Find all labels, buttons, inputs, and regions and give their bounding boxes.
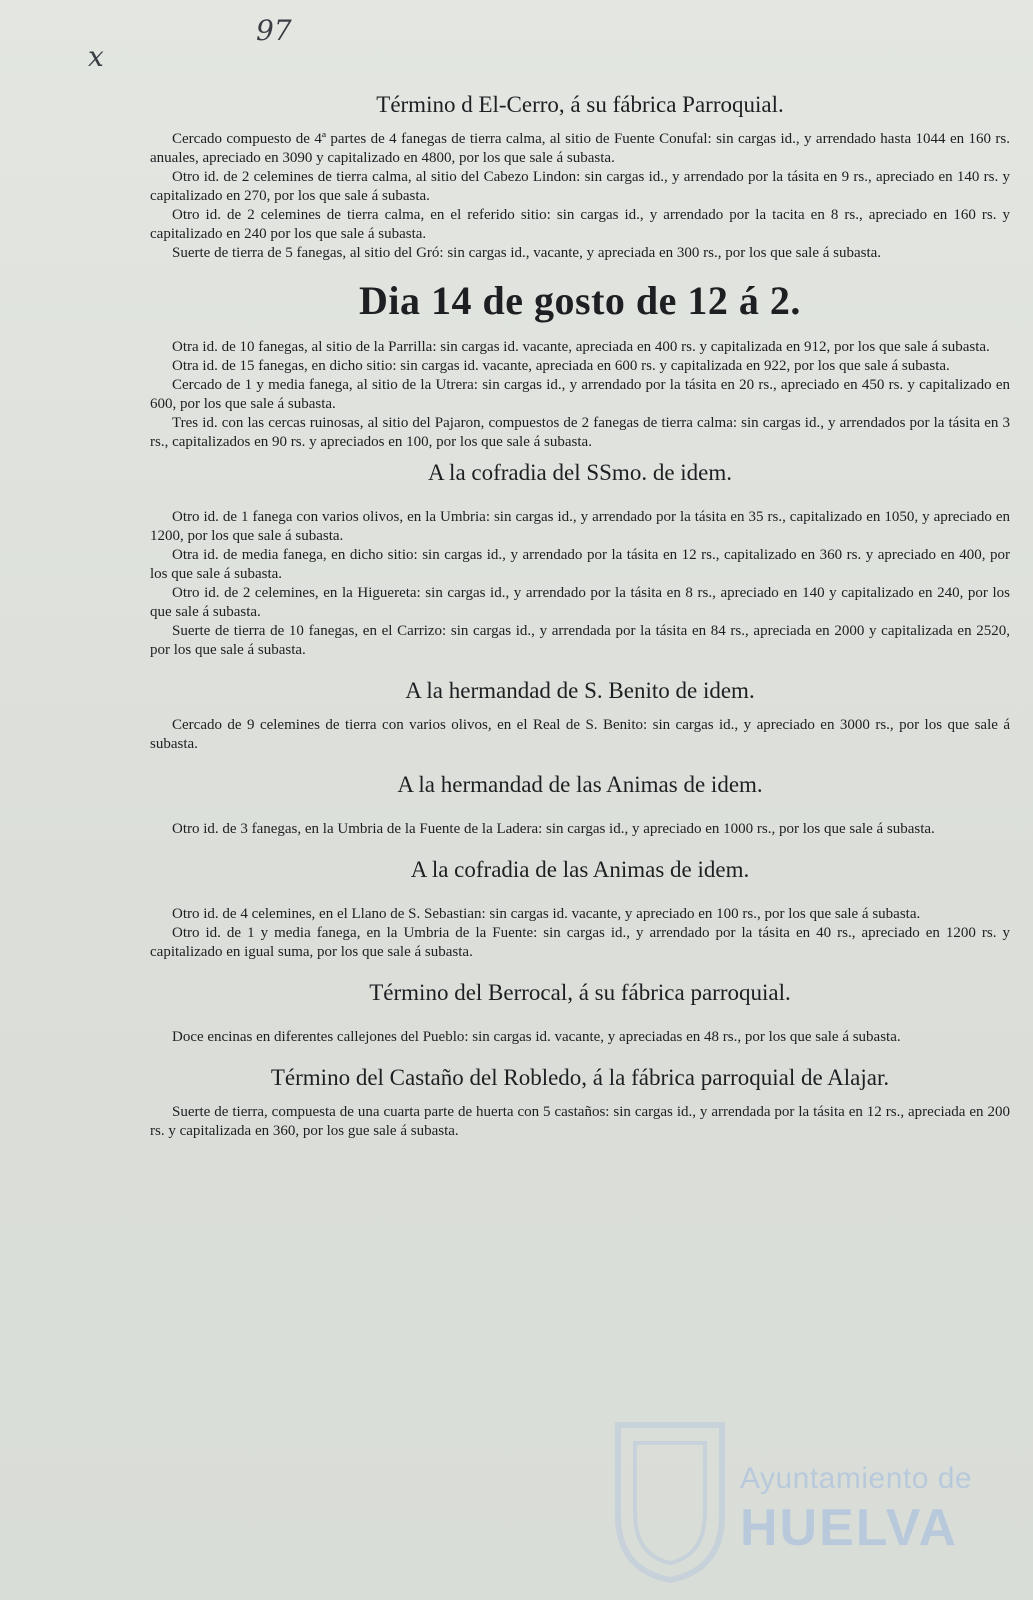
handwritten-mark-left: x [88,40,104,73]
section-cofradia-ssmo [150,460,1010,660]
handwritten-page-number: 97 [256,14,292,47]
section-heading: Término d El-Cerro, á su fábrica Parroquial. [376,92,784,117]
section-day-entries [150,338,1010,452]
shield-icon [618,1425,722,1580]
entry: Cercado compuesto de 4ª partes de 4 fanegas de tierra calma, al sitio de Fuente Conufal: sin cargas id., y arrendado hasta 1044 en 160 rs. anuales, apreciado en 3090 y capitalizado en 4800, por los que sale á subasta. [150,131,1010,166]
section-hermandad-animas [150,772,1010,839]
day-heading: Dia 14 de gosto de 12 á 2. [359,278,801,323]
entry: Otra id. de 15 fanegas, en dicho sitio: sin cargas id. vacante, apreciada en 600 rs. y capitalizada en 922, por los que sale á subasta. [172,358,950,374]
section-heading: Término del Castaño del Robledo, á la fábrica parroquial de Alajar. [270,1065,890,1090]
section-heading: Término del Berrocal, á su fábrica parroquial. [369,980,791,1005]
entry: Doce encinas en diferentes callejones del Pueblo: sin cargas id. vacante, y apreciadas en 48 rs., por los que sale á subasta. [172,1029,901,1045]
entry: Suerte de tierra, compuesta de una cuarta parte de huerta con 5 castaños: sin cargas id., y arrendada por la tásita en 12 rs., apreciada en 200 rs. y capitalizada en 360, por los gue sale á subasta. [150,1104,1010,1139]
entry: Otro id. de 3 fanegas, en la Umbria de la Fuente de la Ladera: sin cargas id., y apreciado en 1000 rs., por los que sale á subasta. [172,821,935,837]
watermark-text-line1: Ayuntamiento de [740,1462,973,1495]
entry: Otra id. de media fanega, en dicho sitio: sin cargas id., y arrendado por la tásita en 12 rs., capitalizado en 360 rs. y apreciado en 400, por los que sale á subasta. [150,547,1010,582]
section-heading: A la hermandad de las Animas de idem. [397,772,763,797]
entry: Cercado de 1 y media fanega, al sitio de la Utrera: sin cargas id., y arrendado por la tásita en 20 rs., apreciado en 450 rs. y capitalizado en 600, por los que sale á subasta. [150,377,1010,412]
section-cofradia-animas [150,857,1010,962]
document-body [150,92,1010,1149]
entry: Suerte de tierra de 10 fanegas, en el Carrizo: sin cargas id., y arrendada por la tásita en 84 rs., apreciada en 2000 y capitalizada en 2520, por los que sale á subasta. [150,623,1010,658]
section-heading: A la cofradia de las Animas de idem. [410,857,750,882]
entry: Otro id. de 2 celemines de tierra calma, en el referido sitio: sin cargas id., y arrendado por la tacita en 8 rs., apreciado en 160 rs. y capitalizado en 240 por los que sale á subasta. [150,207,1010,242]
section-berrocal [150,980,1010,1047]
section-castano-robledo [150,1065,1010,1141]
entry: Otra id. de 10 fanegas, al sitio de la Parrilla: sin cargas id. vacante, apreciada en 400 rs. y capitalizada en 912, por los que sale á subasta. [172,339,990,355]
entry: Suerte de tierra de 5 fanegas, al sitio del Gró: sin cargas id., vacante, y apreciada en 300 rs., por los que sale á subasta. [172,245,882,261]
entry: Otro id. de 1 fanega con varios olivos, en la Umbria: sin cargas id., y arrendado por la tásita en 35 rs., capitalizado en 1050, y apreciado en 1200, por los que sale á subasta. [150,509,1010,544]
entry: Otro id. de 4 celemines, en el Llano de S. Sebastian: sin cargas id. vacante, y apreciado en 100 rs., por los que sale á subasta. [172,906,921,922]
section-heading: A la cofradia del SSmo. de idem. [427,460,733,485]
entry: Otro id. de 1 y media fanega, en la Umbria de la Fuente: sin cargas id., y arrendado por la tásita en 40 rs., apreciado en 1200 rs. y capitalizado en igual suma, por los que sale á subasta. [150,925,1010,960]
section-hermandad-benito [150,678,1010,754]
entry: Tres id. con las cercas ruinosas, al sitio del Pajaron, compuestos de 2 fanegas de tierra calma: sin cargas id., y arrendados por la tásita en 3 rs., capitalizados en 90 rs. y apreciados en 100, por los que sale á subasta. [150,415,1010,450]
entry: Otro id. de 2 celemines, en la Higuereta: sin cargas id., y arrendado por la tásita en 8 rs., apreciado en 140 y capitalizado en 240, por los que sale á subasta. [150,585,1010,620]
watermark-text-line2: HUELVA [740,1499,959,1557]
section-el-cerro [150,92,1010,263]
entry: Otro id. de 2 celemines de tierra calma, al sitio del Cabezo Lindon: sin cargas id., y arrendado por la tásita en 9 rs., apreciado en 140 rs. y capitalizado en 270, por los que sale á subasta. [150,169,1010,204]
entry: Cercado de 9 celemines de tierra con varios olivos, en el Real de S. Benito: sin cargas id., y apreciado en 3000 rs., por los que sale á subasta. [150,717,1010,752]
section-heading: A la hermandad de S. Benito de idem. [405,678,755,703]
